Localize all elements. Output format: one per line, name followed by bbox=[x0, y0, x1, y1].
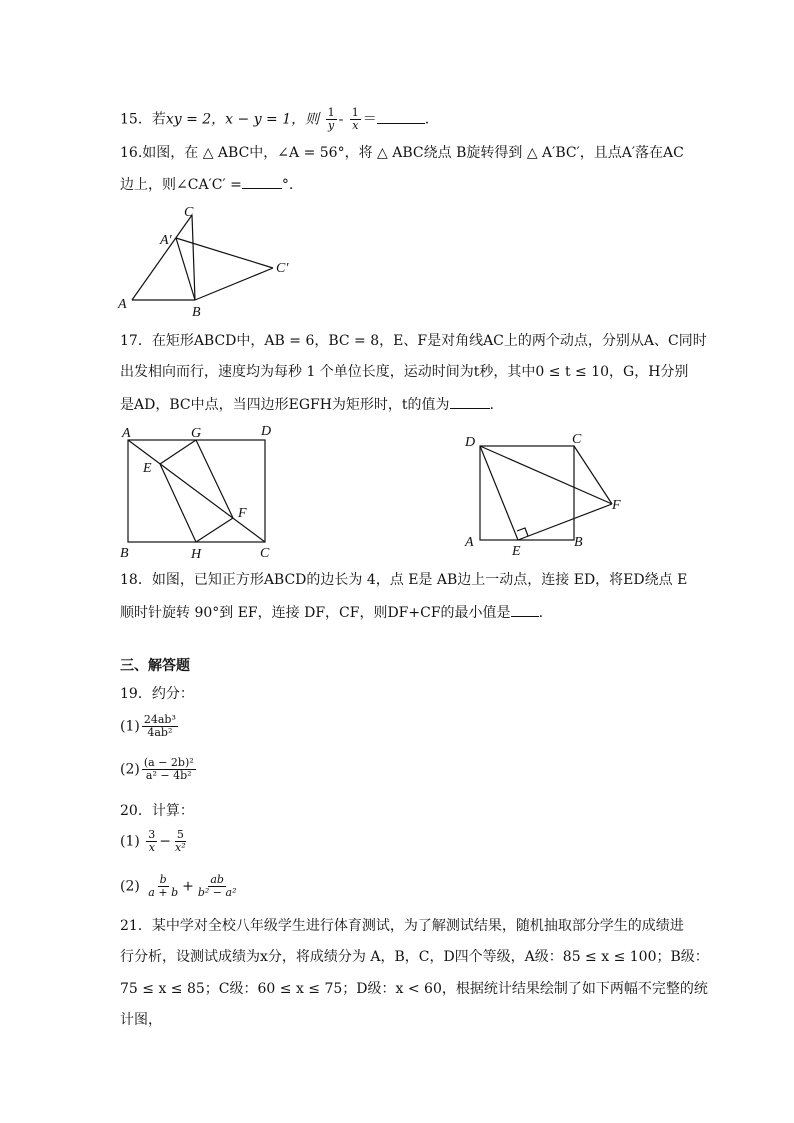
q20-p1-fraction-a: $\frac{3}{x}$ bbox=[148, 828, 156, 854]
label-E: E bbox=[143, 461, 152, 476]
label-A: A bbox=[118, 297, 127, 312]
q16-text: 边上，则∠CA′C′ = bbox=[120, 177, 242, 193]
label-G: G bbox=[191, 426, 202, 441]
question-19-part-1 bbox=[120, 714, 180, 748]
q19-p2-fraction: $\frac{\text{(a − 2b)²}}{\text{a² − 4b²}}$ bbox=[143, 756, 194, 782]
seg-EF bbox=[518, 504, 612, 540]
seg-CB bbox=[192, 215, 195, 300]
q15-fraction-1-over-x: $\frac{1}{x}$ bbox=[351, 106, 359, 132]
q15-answer-blank bbox=[377, 109, 425, 124]
label-C: C bbox=[184, 205, 194, 220]
question-15 bbox=[120, 107, 429, 132]
right-angle-mark bbox=[517, 528, 528, 536]
q16-degree: °. bbox=[281, 177, 294, 193]
question-16-line-2 bbox=[120, 174, 293, 195]
seg-A1C1 bbox=[176, 238, 273, 268]
label-C: C bbox=[260, 546, 270, 561]
q18-text: 顺时针旋转 90°到 EF，连接 DF，CF，则DF+CF的最小值是 bbox=[120, 605, 511, 621]
q15-number: 15．若 bbox=[120, 111, 166, 128]
label-D: D bbox=[261, 424, 272, 439]
label-A: A bbox=[122, 426, 131, 441]
figure-16-triangle-rotation bbox=[110, 200, 310, 320]
label-C-prime: C′ bbox=[276, 261, 289, 276]
q19-p1-fraction: $\frac{\text{24ab³}}{\text{4ab²}}$ bbox=[143, 713, 176, 739]
seg-EG bbox=[160, 440, 196, 464]
question-20-part-2 bbox=[120, 874, 240, 908]
label-A-prime: A′ bbox=[160, 233, 172, 248]
question-21-line-2: 行分析，设测试成绩为x分，将成绩分为 A，B，C，D四个等级，A级：85 ≤ x ≤ 100；B级： bbox=[120, 949, 709, 965]
seg-FH bbox=[196, 518, 233, 542]
question-18-line-1: 18．如图，已知正方形ABCD的边长为 4，点 E是 AB边上一动点，连接 ED，将ED绕点 E bbox=[120, 572, 688, 588]
label-B: B bbox=[120, 546, 129, 561]
q15-equals: ＝ bbox=[362, 111, 377, 128]
square-ABCD bbox=[480, 446, 574, 540]
q19-p1-label: (1) bbox=[120, 718, 140, 735]
q15-period: . bbox=[424, 111, 430, 128]
question-21-line-3: 75 ≤ x ≤ 85；C级：60 ≤ x ≤ 75；D级：x < 60，根据统计结果绘制了如下两幅不完整的统 bbox=[120, 981, 708, 997]
q15-minus: - bbox=[338, 111, 344, 128]
q20-p2-operator: + bbox=[182, 878, 194, 895]
question-20-title: 20．计算： bbox=[120, 803, 194, 819]
seg-HE bbox=[160, 464, 196, 542]
q16-answer-blank bbox=[242, 174, 282, 189]
question-19-part-2 bbox=[120, 757, 198, 791]
label-C: C bbox=[572, 432, 582, 447]
question-17-line-3 bbox=[120, 394, 494, 415]
q20-p2-fraction-b: $\frac{ab}{\text{b² − a²}}$ bbox=[197, 873, 237, 899]
question-19-title: 19．约分： bbox=[120, 686, 194, 702]
label-B: B bbox=[574, 535, 583, 550]
q20-p2-fraction-a: $\frac{b}{a + b}$ bbox=[148, 873, 179, 899]
q20-p1-fraction-b: $\frac{5}{\text{x²}}$ bbox=[175, 828, 186, 854]
section-heading-answer-questions: 三、解答题 bbox=[120, 658, 190, 674]
q15-condition: xy = 2，x − y = 1，则 bbox=[165, 111, 320, 128]
label-F: F bbox=[238, 506, 247, 521]
label-H: H bbox=[191, 547, 202, 562]
question-20-part-1 bbox=[120, 829, 190, 863]
question-21-line-4: 计图， bbox=[120, 1012, 162, 1028]
question-21-line-1: 21．某中学对全校八年级学生进行体育测试，为了解测试结果，随机抽取部分学生的成绩进 bbox=[120, 918, 684, 934]
seg-GF bbox=[196, 440, 233, 518]
label-A: A bbox=[465, 535, 474, 550]
q17-answer-blank bbox=[450, 394, 490, 409]
seg-AC bbox=[132, 215, 192, 300]
label-E: E bbox=[512, 544, 521, 555]
question-18-line-2 bbox=[120, 602, 543, 623]
label-B: B bbox=[192, 305, 201, 320]
figure-17-rectangle bbox=[115, 420, 285, 565]
question-17-line-1: 17．在矩形ABCD中，AB = 6，BC = 8，E、F是对角线AC上的两个动点，分别从A、C同时 bbox=[120, 333, 707, 349]
label-F: F bbox=[612, 498, 621, 513]
seg-BC1 bbox=[195, 268, 273, 300]
q19-p2-label: (2) bbox=[120, 761, 140, 778]
q15-fraction-1-over-y: $\frac{1}{y}$ bbox=[327, 106, 335, 132]
q18-answer-blank bbox=[511, 602, 539, 617]
diag-AC bbox=[128, 440, 265, 542]
q20-p2-label: (2) bbox=[120, 878, 140, 895]
label-D: D bbox=[465, 435, 476, 450]
q17-text: 是AD，BC中点，当四边形EGFH为矩形时，t的值为 bbox=[120, 397, 450, 413]
seg-A1B bbox=[176, 238, 195, 300]
q20-p1-operator: − bbox=[159, 833, 172, 850]
figure-18-square bbox=[460, 425, 630, 555]
question-16-line-1: 16.如图，在 △ ABC中，∠A = 56°，将 △ ABC绕点 B旋转得到 △ A′BC′，且点A′落在AC bbox=[120, 145, 684, 161]
q20-p1-label: (1) bbox=[120, 833, 140, 850]
q18-period: . bbox=[538, 605, 544, 621]
question-17-line-2: 出发相向而行，速度均为每秒 1 个单位长度，运动时间为t秒，其中0 ≤ t ≤ 10，G，H分别 bbox=[120, 364, 689, 380]
q17-period: . bbox=[489, 397, 494, 413]
